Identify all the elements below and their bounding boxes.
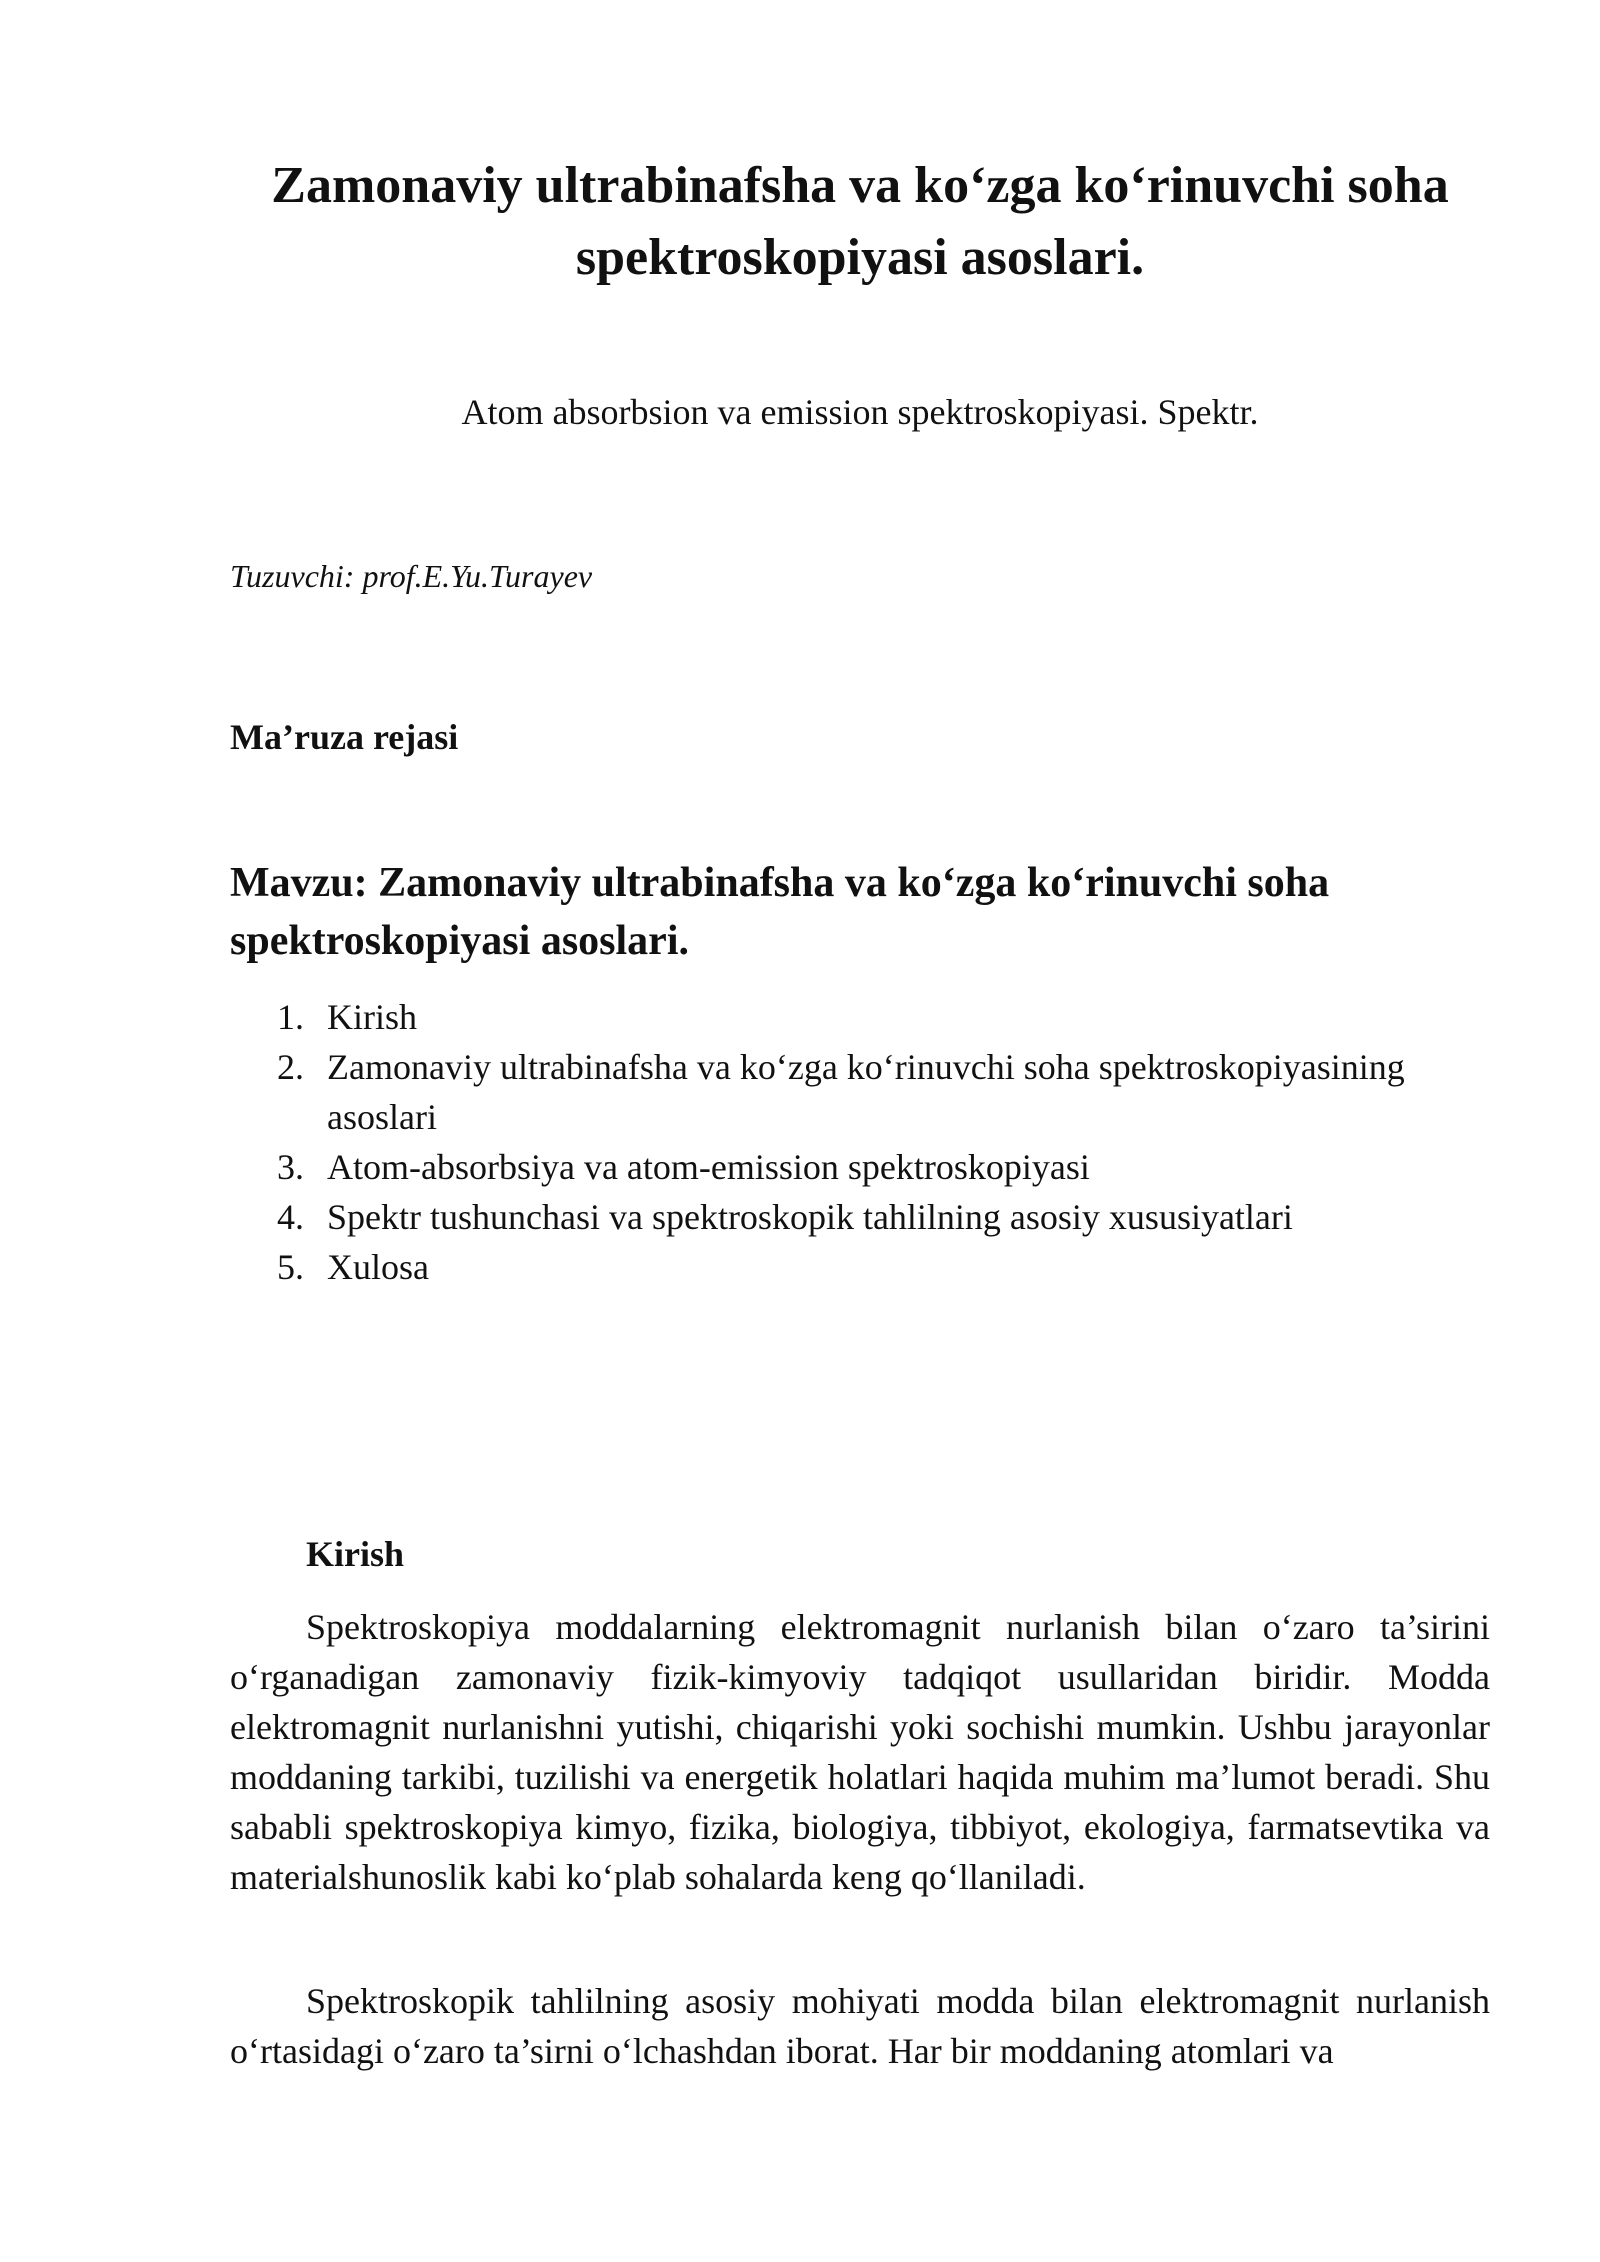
list-item-number: 4. [277,1197,304,1237]
plan-list-item [230,992,1520,1042]
plan-list-item [230,1242,1520,1292]
list-item-text: Kirish [327,997,417,1037]
list-item-text: Spektr tushunchasi va spektroskopik tahlilning asosiy xususiyatlari [327,1197,1293,1237]
document-subtitle: Atom absorbsion va emission spektroskopiyasi. Spektr. [461,392,1259,432]
list-item-number: 5. [277,1247,304,1287]
list-item-text: Xulosa [327,1247,429,1287]
plan-list-item [230,1192,1520,1242]
list-item-number: 2. [277,1047,304,1087]
topic-heading: Mavzu: Zamonaviy ultrabinafsha va ko‘zga ko‘rinuvchi soha spektroskopiyasi asoslari. [230,860,1330,964]
lecture-plan-heading: Ma’ruza rejasi [230,717,459,757]
introduction-heading: Kirish [306,1534,405,1574]
plan-list [230,992,1520,1292]
author-line: Tuzuvchi: prof.E.Yu.Turayev [230,558,593,594]
list-item-number: 3. [277,1147,304,1187]
plan-list-item [230,1142,1520,1192]
list-item-text: Zamonaviy ultrabinafsha va ko‘zga ko‘rinuvchi soha spektroskopiyasining asoslari [327,1047,1405,1137]
list-item-text: Atom-absorbsiya va atom-emission spektroskopiyasi [327,1147,1090,1187]
plan-list-item [230,1042,1520,1142]
list-item-number: 1. [277,997,304,1037]
document-title: Zamonaviy ultrabinafsha va ko‘zga ko‘rinuvchi soha spektroskopiyasi asoslari. [271,157,1449,286]
body-paragraph-2: Spektroskopik tahlilning asosiy mohiyati modda bilan elektromagnit nurlanish o‘rtasidagi o‘zaro ta’sirni o‘lchashdan iborat. Har bir moddaning atomlari va [230,1981,1490,2071]
body-paragraph-1: Spektroskopiya moddalarning elektromagnit nurlanish bilan o‘zaro ta’sirini o‘rganadigan zamonaviy fizik-kimyoviy tadqiqot usullaridan biridir. Modda elektromagnit nurlanishni yutishi, chiqarishi yoki sochishi mumkin. Ushbu jarayonlar moddaning tarkibi, tuzilishi va energetik holatlari haqida muhim ma’lumot beradi. Shu sababli spektroskopiya kimyo, fizika, biologiya, tibbiyot, ekologiya, farmatsevtika va materialshunoslik kabi ko‘plab sohalarda keng qo‘llaniladi. [230,1607,1490,1897]
